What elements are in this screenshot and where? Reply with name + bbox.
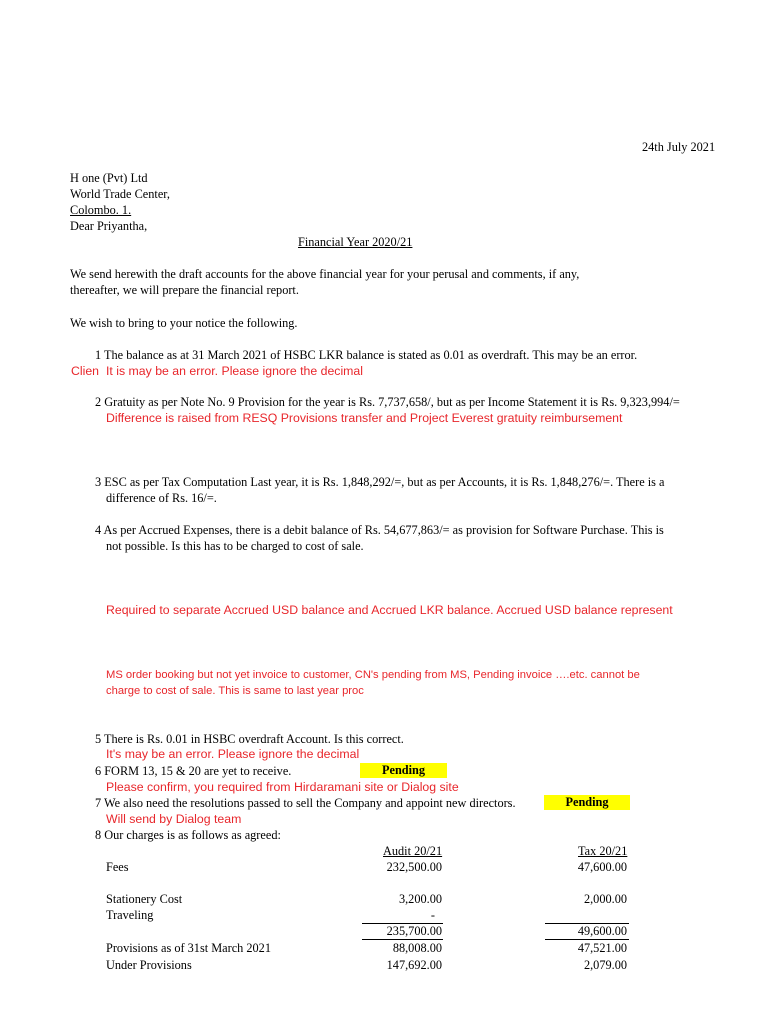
item-1-reply: It is may be an error. Please ignore the decimal: [106, 364, 363, 378]
row-label-traveling: Traveling: [106, 908, 154, 922]
item-2-reply: Difference is raised from RESQ Provisions transfer and Project Everest gratuity reimbursement: [106, 411, 623, 425]
item-3-text-2: difference of Rs. 16/=.: [106, 491, 217, 505]
fees-audit-value: 232,500.00: [386, 860, 442, 874]
stationery-audit-value: 3,200.00: [398, 892, 442, 906]
item-5-text: 5 There is Rs. 0.01 in HSBC overdraft Account. Is this correct.: [95, 732, 404, 746]
item-7-text: 7 We also need the resolutions passed to sell the Company and appoint new directors.: [95, 796, 516, 810]
item-4-text-2: not possible. Is this has to be charged to cost of sale.: [106, 539, 364, 553]
item-1-reply-prefix: Clien: [71, 364, 100, 378]
notice-line: We wish to bring to your notice the following.: [70, 316, 298, 330]
recipient-company: H one (Pvt) Ltd: [70, 171, 148, 185]
total-audit-value: 235,700.00: [386, 924, 442, 938]
row-label-stationery: Stationery Cost: [106, 892, 183, 906]
col-header-tax: Tax 20/21: [578, 844, 628, 858]
provisions-tax-value: 47,521.00: [577, 941, 627, 955]
under-provisions-tax-value: 2,079.00: [583, 958, 627, 972]
item-4-reply-2: MS order booking but not yet invoice to customer, CN's pending from MS, Pending invoice ….etc. cannot be: [106, 669, 640, 681]
salutation: Dear Priyantha,: [70, 219, 148, 233]
item-1-text: 1 The balance as at 31 March 2021 of HSBC LKR balance is stated as 0.01 as overdraft. This may be an error.: [95, 348, 638, 362]
item-6-reply: Please confirm, you required from Hirdaramani site or Dialog site: [106, 780, 459, 794]
traveling-audit-value: -: [430, 908, 435, 922]
item-6-status-badge: Pending: [360, 763, 447, 778]
item-8-text: 8 Our charges is as follows as agreed:: [95, 828, 281, 842]
item-4-reply-3: charge to cost of sale. This is same to last year proc: [106, 685, 364, 697]
item-4-reply-1: Required to separate Accrued USD balance and Accrued LKR balance. Accrued USD balance represent: [106, 603, 673, 617]
letter-date: 24th July 2021: [642, 140, 716, 154]
item-4-text-1: 4 As per Accrued Expenses, there is a debit balance of Rs. 54,677,863/= as provision for Software Purchase. This is: [95, 523, 664, 537]
col-header-audit: Audit 20/21: [383, 844, 443, 858]
recipient-city: Colombo. 1.: [70, 203, 132, 217]
total-tax-value: 49,600.00: [577, 924, 627, 938]
row-label-under-provisions: Under Provisions: [106, 958, 192, 972]
item-5-reply: It's may be an error. Please ignore the decimal: [106, 747, 360, 761]
item-2-text: 2 Gratuity as per Note No. 9 Provision for the year is Rs. 7,737,658/, but as per Income Statement it is Rs. 9,323,994/=: [95, 395, 680, 409]
under-provisions-audit-value: 147,692.00: [386, 958, 442, 972]
total-rule-tax: [545, 939, 629, 940]
stationery-tax-value: 2,000.00: [583, 892, 627, 906]
item-6-text: 6 FORM 13, 15 & 20 are yet to receive.: [95, 764, 292, 778]
item-3-text-1: 3 ESC as per Tax Computation Last year, it is Rs. 1,848,292/=, but as per Accounts, it is Rs. 1,848,276/=. There is a: [95, 475, 665, 489]
row-label-fees: Fees: [106, 860, 129, 874]
row-label-provisions: Provisions as of 31st March 2021: [106, 941, 271, 955]
fees-tax-value: 47,600.00: [577, 860, 627, 874]
item-7-status-badge: Pending: [544, 795, 630, 810]
item-7-reply: Will send by Dialog team: [106, 812, 242, 826]
letter-subject: Financial Year 2020/21: [298, 235, 413, 249]
recipient-address-line: World Trade Center,: [70, 187, 170, 201]
intro-line-2: thereafter, we will prepare the financial report.: [70, 283, 299, 297]
provisions-audit-value: 88,008.00: [392, 941, 442, 955]
total-rule-audit: [362, 939, 443, 940]
intro-line-1: We send herewith the draft accounts for the above financial year for your perusal and comments, if any,: [70, 267, 580, 281]
